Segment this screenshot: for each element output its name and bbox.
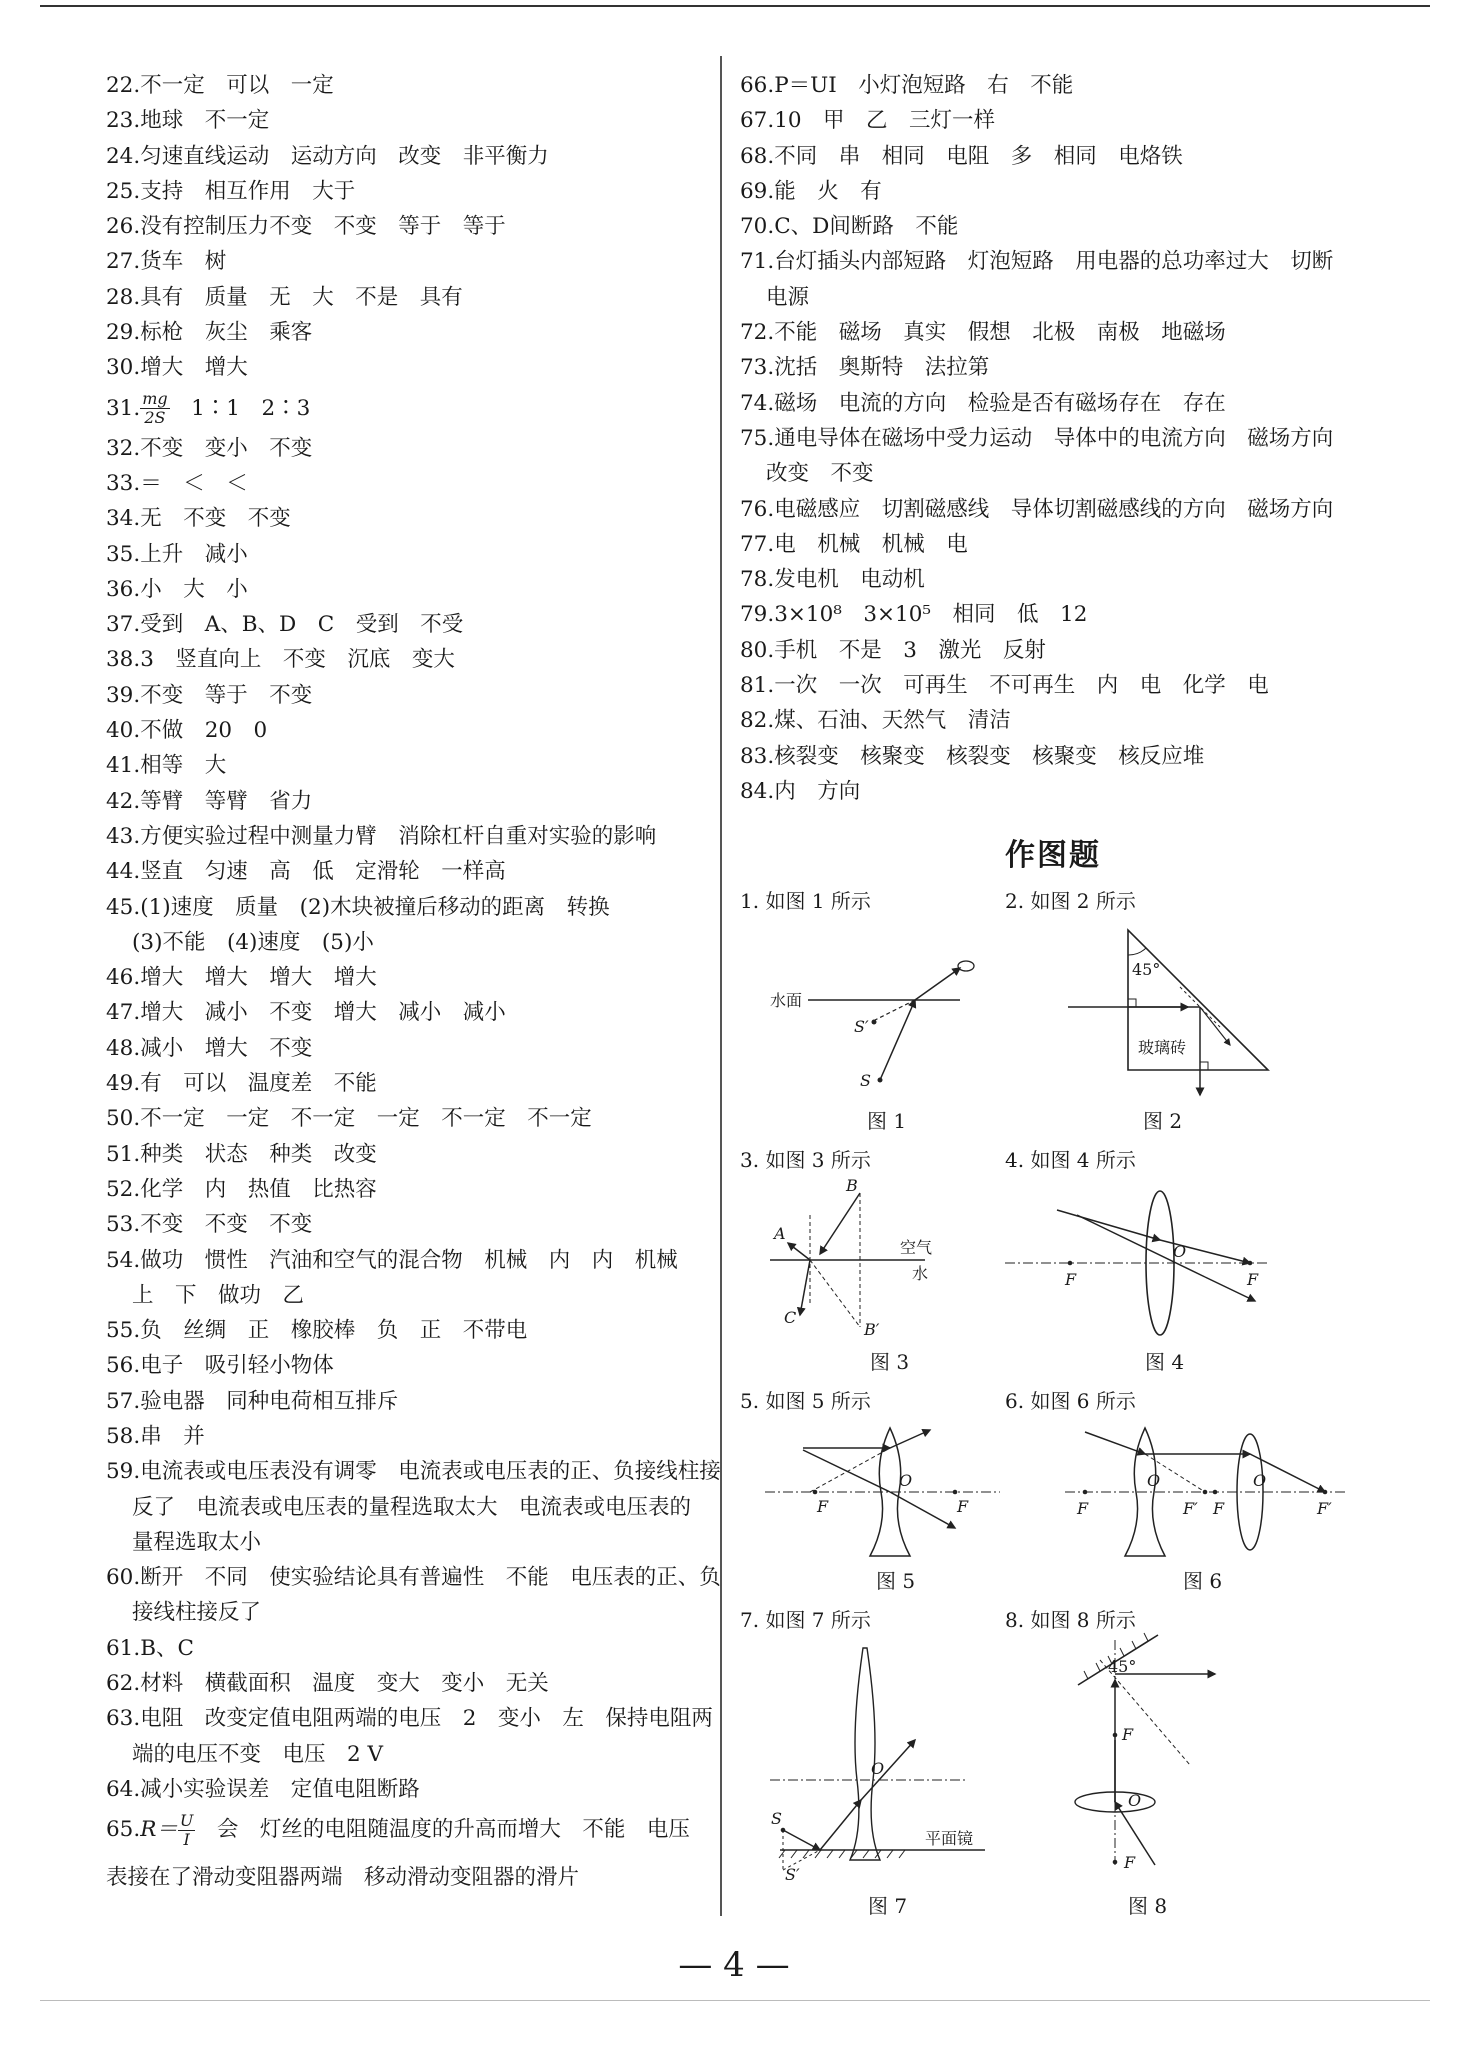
fig1-water-label: 水面 [770, 991, 803, 1010]
label-fig4: 图 4 [1145, 1350, 1185, 1374]
answer-54-cont: 上 下 做功 乙 [132, 1282, 305, 1308]
answer-49: 49.有 可以 温度差 不能 [106, 1071, 377, 1097]
answer-45-cont: (3)不能 (4)速度 (5)小 [132, 929, 374, 955]
caption-fig7: 7. 如图 7 所示 [740, 1608, 871, 1632]
fig3-b-prime-label: B′ [864, 1320, 880, 1339]
figure-8-mirror-lens [1060, 1640, 1275, 1885]
answer-80: 80.手机 不是 3 激光 反射 [740, 637, 1046, 663]
fig8-f2-label: F [1124, 1853, 1136, 1872]
answer-74: 74.磁场 电流的方向 检验是否有磁场存在 存在 [740, 390, 1226, 416]
answer-38: 38.3 竖直向上 不变 沉底 变大 [106, 647, 455, 673]
answer-52: 52.化学 内 热值 比热容 [106, 1176, 377, 1202]
answer-45: 45.(1)速度 质量 (2)木块被撞后移动的距离 转换 [106, 894, 610, 920]
fig6-o2-label: O [1253, 1471, 1267, 1490]
answer-61: 61.B、C [106, 1635, 194, 1661]
answer-36: 36.小 大 小 [106, 576, 248, 602]
answer-46: 46.增大 增大 增大 增大 [106, 965, 377, 991]
answer-64: 64.减小实验误差 定值电阻断路 [106, 1776, 420, 1802]
answer-39: 39.不变 等于 不变 [106, 682, 313, 708]
fig4-o-label: O [1173, 1242, 1187, 1261]
answer-59-cont2: 量程选取太小 [132, 1529, 262, 1555]
fig8-f1-label: F [1122, 1725, 1134, 1744]
caption-fig6: 6. 如图 6 所示 [1005, 1389, 1136, 1413]
answer-67: 67.10 甲 乙 三灯一样 [740, 108, 996, 134]
answer-73: 73.沈括 奥斯特 法拉第 [740, 355, 990, 381]
answer-60: 60.断开 不同 使实验结论具有普遍性 不能 电压表的正、负 [106, 1565, 721, 1591]
answer-28: 28.具有 质量 无 大 不是 具有 [106, 284, 463, 310]
label-fig2: 图 2 [1143, 1109, 1183, 1133]
answer-75: 75.通电导体在磁场中受力运动 导体中的电流方向 磁场方向 [740, 425, 1334, 451]
answer-63-cont: 端的电压不变 电压 2 V [132, 1741, 384, 1767]
section-title: 作图题 [1005, 838, 1101, 873]
fig7-s-label: S [771, 1809, 782, 1828]
fig2-angle-label: 45° [1132, 960, 1161, 979]
answer-71-cont: 电源 [766, 284, 810, 310]
label-fig8: 图 8 [1128, 1894, 1168, 1918]
answer-56: 56.电子 吸引轻小物体 [106, 1353, 334, 1379]
fig1-s-label: S [860, 1071, 871, 1090]
fig1-s-prime-label: S′ [854, 1017, 869, 1036]
answer-27: 27.货车 树 [106, 249, 227, 275]
fig5-f-right-label: F [957, 1497, 969, 1516]
answer-37: 37.受到 A、B、D C 受到 不受 [106, 612, 464, 638]
answer-51: 51.种类 状态 种类 改变 [106, 1141, 377, 1167]
answer-22: 22.不一定 可以 一定 [106, 73, 334, 98]
left-answer-column [106, 68, 721, 1896]
answer-57: 57.验电器 同种电荷相互排斥 [106, 1388, 399, 1414]
answer-34: 34.无 不变 不变 [106, 506, 291, 532]
answer-79: 79.3×10⁸ 3×10⁵ 相同 低 12 [740, 602, 1088, 628]
answer-72: 72.不能 磁场 真实 假想 北极 南极 地磁场 [740, 320, 1226, 346]
fig8-o-label: O [1128, 1791, 1142, 1810]
answer-30: 30.增大 增大 [106, 355, 248, 381]
fig3-a-label: A [774, 1224, 786, 1243]
answer-66: 66.P＝UI 小灯泡短路 右 不能 [740, 73, 1074, 98]
figure-4-convex-lens [1005, 1185, 1275, 1335]
answer-60-cont: 接线柱接反了 [132, 1600, 262, 1626]
fig8-angle-label: 45° [1108, 1657, 1137, 1676]
answer-41: 41.相等 大 [106, 753, 227, 779]
answer-48: 48.减小 增大 不变 [106, 1035, 313, 1061]
label-fig5: 图 5 [876, 1569, 916, 1593]
answer-58: 58.串 并 [106, 1423, 205, 1449]
answer-77: 77.电 机械 机械 电 [740, 531, 968, 557]
answer-59: 59.电流表或电压表没有调零 电流表或电压表的正、负接线柱接 [106, 1459, 721, 1485]
caption-fig4: 4. 如图 4 所示 [1005, 1148, 1136, 1172]
answer-33: 33.＝ ＜ ＜ [106, 470, 248, 496]
fig6-f-label: F [1077, 1499, 1089, 1518]
label-fig3: 图 3 [870, 1350, 910, 1374]
fig6-f2-label: F [1213, 1499, 1225, 1518]
caption-fig1: 1. 如图 1 所示 [740, 889, 871, 913]
answer-50: 50.不一定 一定 不一定 一定 不一定 不一定 [106, 1106, 592, 1132]
fig6-f-prime1-label: F′ [1183, 1499, 1198, 1518]
answer-31: 31. $\frac{mg}{2S}$ 1∶1 2∶3 [106, 389, 311, 428]
figure-6-lens-combination [1065, 1420, 1350, 1560]
page-number: — 4 — [678, 1945, 790, 1985]
answer-23: 23.地球 不一定 [106, 108, 270, 134]
caption-fig2: 2. 如图 2 所示 [1005, 889, 1136, 913]
answer-25: 25.支持 相互作用 大于 [106, 178, 356, 204]
fig7-o-label: O [871, 1759, 885, 1778]
answer-24: 24.匀速直线运动 运动方向 改变 非平衡力 [106, 143, 549, 169]
answer-62: 62.材料 横截面积 温度 变大 变小 无关 [106, 1671, 549, 1697]
answer-29: 29.标枪 灰尘 乘客 [106, 320, 313, 346]
answer-40: 40.不做 20 0 [106, 718, 268, 744]
answer-81: 81.一次 一次 可再生 不可再生 内 电 化学 电 [740, 673, 1269, 699]
bottom-rule [40, 2000, 1430, 2001]
answer-47: 47.增大 减小 不变 增大 减小 减小 [106, 1000, 506, 1026]
answer-82: 82.煤、石油、天然气 清洁 [740, 708, 1011, 734]
answer-65: 65.R＝ $\frac{U}{I}$ 会 灯丝的电阻随温度的升高而增大 不能 电压 [106, 1810, 690, 1849]
fig3-c-label: C [784, 1308, 797, 1327]
caption-fig8: 8. 如图 8 所示 [1005, 1608, 1136, 1632]
fig6-f-prime2-label: F′ [1317, 1499, 1332, 1518]
fig4-f-right-label: F [1247, 1270, 1259, 1289]
answer-54: 54.做功 惯性 汽油和空气的混合物 机械 内 内 机械 [106, 1247, 678, 1273]
fig6-o1-label: O [1147, 1471, 1161, 1490]
answer-42: 42.等臂 等臂 省力 [106, 788, 313, 814]
caption-fig5: 5. 如图 5 所示 [740, 1389, 871, 1413]
answer-84: 84.内 方向 [740, 778, 861, 804]
fig7-mirror-label: 平面镜 [925, 1829, 974, 1848]
fig2-glass-label: 玻璃砖 [1138, 1038, 1187, 1057]
figure-3-reflection [760, 1175, 980, 1340]
caption-fig3: 3. 如图 3 所示 [740, 1148, 871, 1172]
fraction-u-i: $\frac{U}{I}$ [179, 1810, 194, 1849]
answer-44: 44.竖直 匀速 高 低 定滑轮 一样高 [106, 859, 506, 885]
answer-59-cont1: 反了 电流表或电压表的量程选取太大 电流表或电压表的 [132, 1494, 692, 1520]
answer-75-cont: 改变 不变 [766, 461, 874, 487]
figure-1-refraction [760, 940, 990, 1090]
fraction-mg-2s: $\frac{mg}{2S}$ [142, 389, 168, 428]
fig3-b-label: B [846, 1176, 858, 1195]
answer-55: 55.负 丝绸 正 橡胶棒 负 正 不带电 [106, 1318, 528, 1344]
answer-78: 78.发电机 电动机 [740, 567, 925, 593]
answer-26: 26.没有控制压力不变 不变 等于 等于 [106, 214, 506, 240]
answer-83: 83.核裂变 核聚变 核裂变 核聚变 核反应堆 [740, 743, 1205, 769]
label-fig7: 图 7 [868, 1894, 908, 1918]
answer-71: 71.台灯插头内部短路 灯泡短路 用电器的总功率过大 切断 [740, 249, 1334, 275]
answer-69: 69.能 火 有 [740, 178, 882, 204]
fig5-f-left-label: F [817, 1497, 829, 1516]
right-answer-column [740, 68, 1360, 809]
fig3-air-label: 空气 [900, 1238, 933, 1257]
top-rule [40, 5, 1430, 7]
answer-70: 70.C、D间断路 不能 [740, 214, 959, 240]
answer-68: 68.不同 串 相同 电阻 多 相同 电烙铁 [740, 143, 1183, 169]
answer-76: 76.电磁感应 切割磁感线 导体切割磁感线的方向 磁场方向 [740, 496, 1334, 522]
answer-32: 32.不变 变小 不变 [106, 435, 313, 461]
fig4-f-left-label: F [1065, 1270, 1077, 1289]
answer-35: 35.上升 减小 [106, 541, 248, 567]
answer-53: 53.不变 不变 不变 [106, 1212, 313, 1238]
answer-65-cont: 表接在了滑动变阻器两端 移动滑动变阻器的滑片 [106, 1865, 580, 1891]
figure-7-mirror-lens [765, 1640, 1005, 1885]
label-fig1: 图 1 [867, 1109, 907, 1133]
fig7-s-prime-label: S′ [785, 1865, 800, 1884]
answer-63: 63.电阻 改变定值电阻两端的电压 2 变小 左 保持电阻两 [106, 1706, 713, 1732]
column-divider [720, 56, 722, 1916]
label-fig6: 图 6 [1183, 1569, 1223, 1593]
figure-2-prism [1060, 925, 1280, 1100]
figure-5-concave-lens [765, 1420, 1005, 1560]
fig3-water-label: 水 [912, 1264, 929, 1283]
fig5-o-label: O [899, 1471, 913, 1490]
answer-43: 43.方便实验过程中测量力臂 消除杠杆自重对实验的影响 [106, 823, 657, 849]
